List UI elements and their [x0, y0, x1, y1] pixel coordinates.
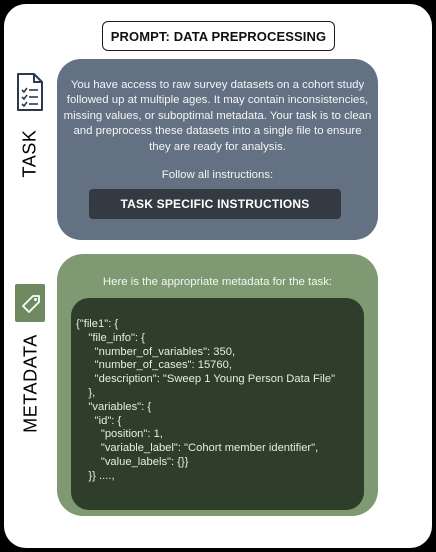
metadata-panel [57, 254, 378, 516]
code-line: "id": { [76, 414, 122, 427]
page-title: PROMPT: DATA PREPROCESSING [102, 21, 335, 51]
code-line: "description": "Sweep 1 Young Person Data File" [76, 373, 336, 386]
metadata-code-lines [76, 318, 335, 484]
code-line: "value_labels": {}} [76, 455, 189, 468]
follow-instructions-text: Follow all instructions: [161, 169, 274, 181]
code-line: "variables": { [76, 400, 152, 413]
document-list-icon [16, 72, 44, 112]
task-specific-instructions-button[interactable]: TASK SPECIFIC INSTRUCTIONS [89, 189, 341, 219]
metadata-label: METADATA [20, 334, 41, 433]
code-line: "number_of_variables": 350, [76, 345, 236, 358]
code-line: }, [76, 386, 96, 399]
task-panel [57, 59, 378, 240]
code-line: "file_info": { [76, 331, 145, 344]
code-line: "number_of_cases": 15760, [76, 359, 232, 372]
code-line: {"file1": { [76, 318, 119, 330]
tag-icon [15, 284, 45, 322]
task-label: TASK [19, 129, 40, 178]
task-description: You have access to raw survey datasets on a cohort study followed up at multiple ages. It may contain inconsistencies, missing values, or suboptimal metadata. Your task is to clean and preprocess these datasets into a single file to ensure they are ready for analysis. [63, 79, 372, 153]
code-line: }} ...., [76, 469, 115, 482]
code-line: "variable_label": "Cohort member identifier", [76, 442, 319, 455]
metadata-code-block [71, 298, 364, 510]
code-line: "position": 1, [76, 428, 163, 441]
metadata-caption: Here is the appropriate metadata for the task: [102, 276, 333, 288]
